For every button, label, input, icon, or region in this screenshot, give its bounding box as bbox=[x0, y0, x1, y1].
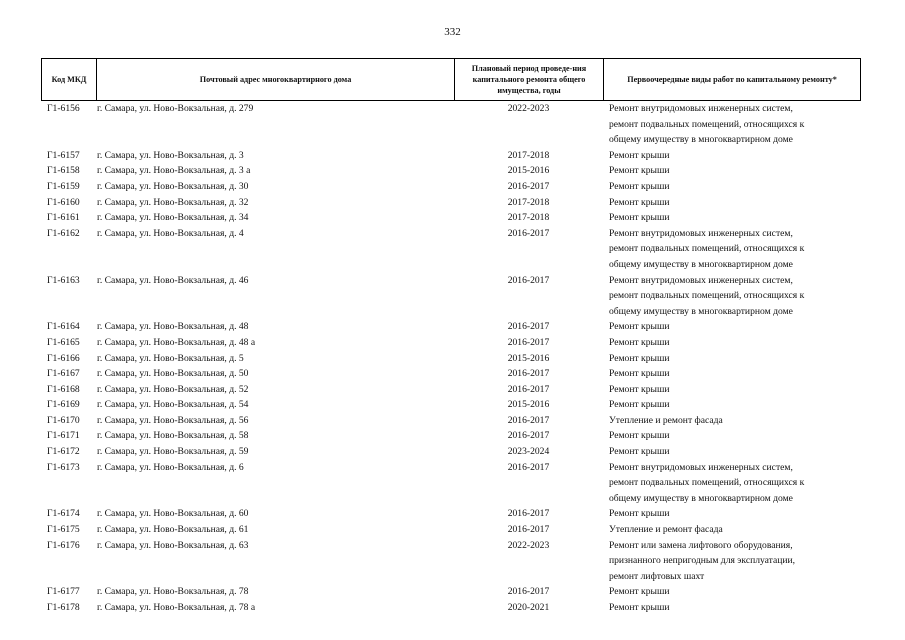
row-address: г. Самара, ул. Ново-Вокзальная, д. 52 bbox=[97, 383, 249, 395]
row-works: Ремонт крыши bbox=[609, 383, 670, 395]
header-period: Плановый период проведе-ния капитального ремонта общего имущества, годы bbox=[455, 59, 604, 101]
table-row bbox=[41, 444, 860, 460]
row-period: 2016-2017 bbox=[507, 336, 550, 348]
row-works: Ремонт крыши bbox=[609, 368, 670, 380]
row-code: Г1-6171 bbox=[47, 430, 80, 442]
row-code: Г1-6157 bbox=[47, 149, 80, 161]
table-row bbox=[41, 179, 860, 195]
row-code: Г1-6164 bbox=[47, 321, 80, 333]
row-code: Г1-6175 bbox=[47, 524, 80, 536]
row-works: Ремонт крыши bbox=[609, 196, 670, 208]
row-code: Г1-6172 bbox=[47, 446, 80, 458]
table-row bbox=[41, 382, 860, 398]
row-period: 2016-2017 bbox=[507, 430, 550, 442]
row-works: Ремонт крыши bbox=[609, 165, 670, 177]
row-address: г. Самара, ул. Ново-Вокзальная, д. 63 bbox=[97, 539, 249, 551]
table-row bbox=[41, 148, 860, 164]
row-period: 2016-2017 bbox=[507, 227, 550, 239]
row-works: Ремонт крыши bbox=[609, 602, 670, 613]
row-address: г. Самара, ул. Ново-Вокзальная, д. 61 bbox=[97, 524, 249, 536]
row-address: г. Самара, ул. Ново-Вокзальная, д. 50 bbox=[97, 368, 249, 380]
row-period: 2016-2017 bbox=[507, 180, 550, 192]
row-code: Г1-6163 bbox=[47, 274, 80, 286]
row-works: Утепление и ремонт фасада bbox=[609, 524, 723, 536]
table-row bbox=[41, 163, 860, 179]
row-period: 2016-2017 bbox=[507, 586, 550, 598]
row-code: Г1-6178 bbox=[47, 602, 80, 613]
row-address: г. Самара, ул. Ново-Вокзальная, д. 46 bbox=[97, 274, 249, 286]
row-period: 2023-2024 bbox=[507, 446, 550, 458]
row-period: 2016-2017 bbox=[507, 461, 550, 473]
row-period: 2015-2016 bbox=[507, 399, 550, 411]
row-period: 2022-2023 bbox=[507, 103, 550, 114]
row-period: 2016-2017 bbox=[507, 383, 550, 395]
row-code: Г1-6166 bbox=[47, 352, 80, 364]
row-works: Ремонт крыши bbox=[609, 321, 670, 333]
row-code: Г1-6156 bbox=[47, 103, 80, 114]
row-address: г. Самара, ул. Ново-Вокзальная, д. 78 bbox=[97, 586, 249, 598]
row-works: Ремонт внутридомовых инженерных систем, ремонт подвальных помещений, относящихся к общему имуществу в многоквартирном доме bbox=[609, 227, 805, 270]
row-address: г. Самара, ул. Ново-Вокзальная, д. 6 bbox=[97, 461, 244, 473]
row-period: 2017-2018 bbox=[507, 149, 550, 161]
row-period: 2016-2017 bbox=[507, 321, 550, 333]
row-period: 2015-2016 bbox=[507, 165, 550, 177]
row-period: 2017-2018 bbox=[507, 212, 550, 224]
row-code: Г1-6174 bbox=[47, 508, 80, 520]
row-code: Г1-6177 bbox=[47, 586, 80, 598]
row-works: Ремонт крыши bbox=[609, 212, 670, 224]
row-code: Г1-6159 bbox=[47, 180, 80, 192]
row-period: 2016-2017 bbox=[507, 368, 550, 380]
row-code: Г1-6160 bbox=[47, 196, 80, 208]
table-row bbox=[41, 195, 860, 211]
row-period: 2017-2018 bbox=[507, 196, 550, 208]
table-row bbox=[41, 210, 860, 226]
table-row bbox=[41, 397, 860, 413]
row-address: г. Самара, ул. Ново-Вокзальная, д. 48 а bbox=[97, 336, 256, 348]
table-row bbox=[41, 101, 860, 148]
table-row bbox=[41, 319, 860, 335]
row-code: Г1-6168 bbox=[47, 383, 80, 395]
row-code: Г1-6165 bbox=[47, 336, 80, 348]
row-address: г. Самара, ул. Ново-Вокзальная, д. 279 bbox=[97, 103, 254, 114]
page-number: 332 bbox=[444, 26, 461, 38]
table-row bbox=[41, 522, 860, 538]
row-works: Ремонт крыши bbox=[609, 336, 670, 348]
row-works: Ремонт крыши bbox=[609, 508, 670, 520]
table-header bbox=[41, 58, 861, 101]
table-body bbox=[41, 101, 860, 616]
table-row bbox=[41, 366, 860, 382]
row-period: 2015-2016 bbox=[507, 352, 550, 364]
table-row bbox=[41, 538, 860, 585]
row-address: г. Самара, ул. Ново-Вокзальная, д. 4 bbox=[97, 227, 244, 239]
row-works: Ремонт крыши bbox=[609, 399, 670, 411]
table-row bbox=[41, 413, 860, 429]
table-row bbox=[41, 600, 860, 616]
row-period: 2022-2023 bbox=[507, 539, 550, 551]
row-works: Ремонт внутридомовых инженерных систем, ремонт подвальных помещений, относящихся к общему имуществу в многоквартирном доме bbox=[609, 274, 805, 317]
row-works: Ремонт крыши bbox=[609, 352, 670, 364]
row-period: 2016-2017 bbox=[507, 414, 550, 426]
row-works: Ремонт крыши bbox=[609, 586, 670, 598]
row-address: г. Самара, ул. Ново-Вокзальная, д. 34 bbox=[97, 212, 249, 224]
table-row bbox=[41, 460, 860, 507]
row-works: Ремонт внутридомовых инженерных систем, ремонт подвальных помещений, относящихся к общему имуществу в многоквартирном доме bbox=[609, 103, 805, 146]
row-works: Ремонт крыши bbox=[609, 446, 670, 458]
row-address: г. Самара, ул. Ново-Вокзальная, д. 59 bbox=[97, 446, 249, 458]
row-code: Г1-6162 bbox=[47, 227, 80, 239]
header-address: Почтовый адрес многоквартирного дома bbox=[97, 59, 455, 101]
row-address: г. Самара, ул. Ново-Вокзальная, д. 32 bbox=[97, 196, 249, 208]
row-works: Ремонт или замена лифтового оборудования, признанного непригодным для эксплуатации, ремонт лифтовых шахт bbox=[609, 539, 796, 582]
row-address: г. Самара, ул. Ново-Вокзальная, д. 60 bbox=[97, 508, 249, 520]
row-address: г. Самара, ул. Ново-Вокзальная, д. 3 а bbox=[97, 165, 251, 177]
row-period: 2020-2021 bbox=[507, 602, 550, 613]
row-period: 2016-2017 bbox=[507, 524, 550, 536]
header-works: Первоочередные виды работ по капитальному ремонту* bbox=[604, 59, 861, 101]
row-code: Г1-6170 bbox=[47, 414, 80, 426]
row-period: 2016-2017 bbox=[507, 274, 550, 286]
row-code: Г1-6167 bbox=[47, 368, 80, 380]
row-address: г. Самара, ул. Ново-Вокзальная, д. 58 bbox=[97, 430, 249, 442]
table-row bbox=[41, 351, 860, 367]
row-address: г. Самара, ул. Ново-Вокзальная, д. 48 bbox=[97, 321, 249, 333]
row-code: Г1-6173 bbox=[47, 461, 80, 473]
table-row bbox=[41, 273, 860, 320]
row-code: Г1-6169 bbox=[47, 399, 80, 411]
table-row bbox=[41, 226, 860, 273]
row-works: Ремонт крыши bbox=[609, 430, 670, 442]
row-address: г. Самара, ул. Ново-Вокзальная, д. 54 bbox=[97, 399, 249, 411]
row-address: г. Самара, ул. Ново-Вокзальная, д. 78 а bbox=[97, 602, 256, 613]
row-works: Ремонт крыши bbox=[609, 149, 670, 161]
row-works: Ремонт внутридомовых инженерных систем, ремонт подвальных помещений, относящихся к общему имуществу в многоквартирном доме bbox=[609, 461, 805, 504]
row-address: г. Самара, ул. Ново-Вокзальная, д. 30 bbox=[97, 180, 249, 192]
table-row bbox=[41, 428, 860, 444]
row-period: 2016-2017 bbox=[507, 508, 550, 520]
table-row bbox=[41, 335, 860, 351]
row-works: Утепление и ремонт фасада bbox=[609, 414, 723, 426]
row-code: Г1-6176 bbox=[47, 539, 80, 551]
row-address: г. Самара, ул. Ново-Вокзальная, д. 3 bbox=[97, 149, 244, 161]
table-row bbox=[41, 584, 860, 600]
row-address: г. Самара, ул. Ново-Вокзальная, д. 56 bbox=[97, 414, 249, 426]
row-works: Ремонт крыши bbox=[609, 180, 670, 192]
row-code: Г1-6161 bbox=[47, 212, 80, 224]
row-address: г. Самара, ул. Ново-Вокзальная, д. 5 bbox=[97, 352, 244, 364]
row-code: Г1-6158 bbox=[47, 165, 80, 177]
header-code: Код МКД bbox=[42, 59, 97, 101]
table-row bbox=[41, 506, 860, 522]
